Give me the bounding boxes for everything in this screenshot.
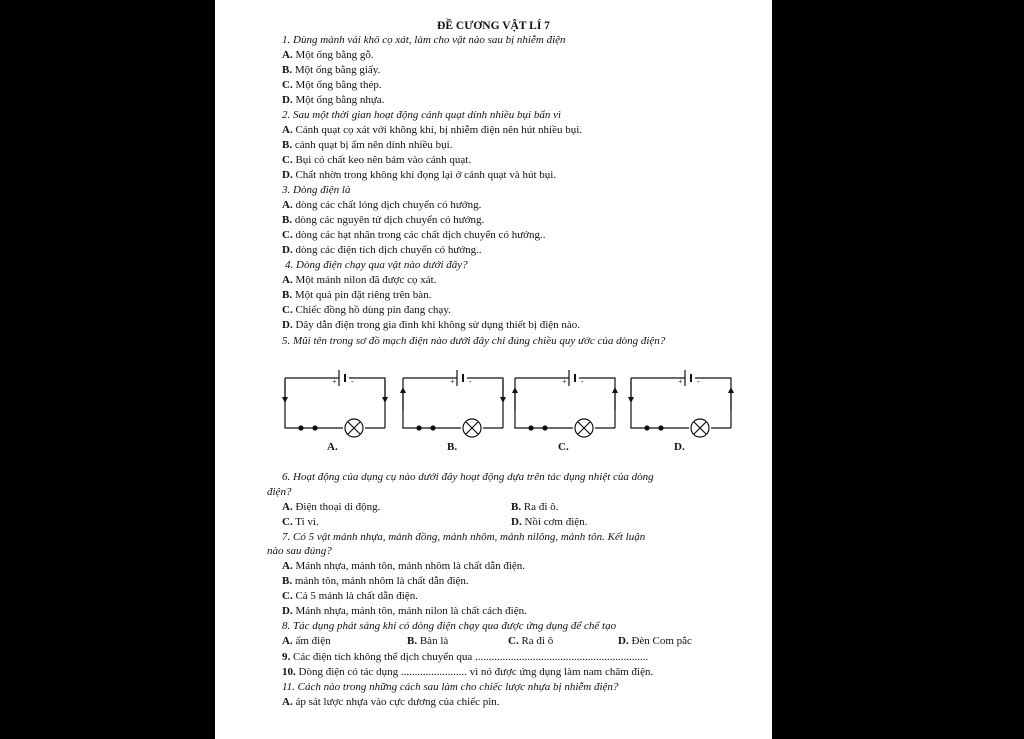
question-4-option-b: B. Một quả pin đặt riêng trên bàn. [282,289,432,301]
circuit-label-a: A. [327,441,338,453]
document-page [215,0,772,739]
question-11-option-a: A. áp sát lược nhựa vào cực dương của chiếc pin. [282,696,500,708]
circuit-diagrams-svg [277,350,747,460]
question-2-stem: 2. Sau một thời gian hoạt động cánh quạt dính nhiều bụi bẩn vì [282,109,562,121]
question-2-option-b: B. cánh quạt bị ẩm nên dính nhiều bụi. [282,139,453,151]
question-2-option-d: D. Chất nhờn trong không khí đọng lại ở cánh quạt và hút bụi. [282,169,557,181]
question-8-option-c: C. Ra đi ô [508,635,554,647]
question-4-stem: 4. Dòng điện chạy qua vật nào dưới đây? [285,259,468,271]
question-3-option-d: D. dòng các điện tích dịch chuyển có hướng.. [282,244,482,256]
switch-contact [543,426,547,430]
switch-contact [659,426,663,430]
question-7-option-d: D. Mảnh nhựa, mảnh tôn, mảnh nilon là chất cách điện. [282,605,527,617]
question-7-option-b: B. mảnh tôn, mảnh nhôm là chất dẫn điện. [282,575,469,587]
question-1-option-b: B. Một ống bằng giấy. [282,64,381,76]
question-7-option-c: C. Cả 5 mảnh là chất dẫn điện. [282,590,418,602]
document-title: ĐỀ CƯƠNG VẬT LÍ 7 [437,20,550,32]
switch-contact [645,426,649,430]
question-6-stem: 6. Hoạt động của dụng cụ nào dưới đây hoạt động dựa trên tác dụng nhiệt của dòng [282,471,654,483]
question-11-stem: 11. Cách nào trong những cách sau làm cho chiếc lược nhựa bị nhiễm điện? [282,681,619,693]
question-1-option-d: D. Một ống bằng nhựa. [282,94,385,106]
question-3-stem: 3. Dòng điện là [282,184,351,196]
question-2-option-c: C. Bụi có chất keo nên bám vào cánh quạt. [282,154,472,166]
minus-sign: - [581,377,584,386]
question-3-option-a: A. dòng các chất lỏng dịch chuyển có hướng. [282,199,482,211]
question-6-option-a: A. Điện thoại di động. [282,501,381,513]
question-1-stem: 1. Dùng mảnh vải khô cọ xát, làm cho vật nào sau bị nhiễm điện [282,34,566,46]
minus-sign: - [351,377,354,386]
question-6-option-d: D. Nồi cơm điện. [511,516,588,528]
question-8-stem: 8. Tác dụng phát sáng khi có dòng điện chạy qua được ứng dụng để chế tạo [282,620,617,632]
question-7-stem: 7. Có 5 vật mảnh nhựa, mảnh đồng, mảnh nhôm, mảnh nilông, mảnh tôn. Kết luận [282,531,646,543]
question-3-option-c: C. dòng các hạt nhân trong các chất dịch chuyển có hướng.. [282,229,546,241]
switch-contact [529,426,533,430]
question-1-option-a: A. Một ống bằng gỗ. [282,49,374,61]
circuit-diagrams [277,350,747,460]
question-8-option-d: D. Đèn Com pắc [618,635,692,647]
question-5-stem: 5. Mũi tên trong sơ đồ mạch điện nào dưới đây chỉ đúng chiều quy ước của dòng điện? [282,335,666,347]
plus-sign: + [450,377,455,386]
plus-sign: + [332,377,337,386]
question-9-text: 9. Các điện tích không thể dịch chuyển qua ............................................................... [282,651,649,663]
circuit-label-c: C. [558,441,569,453]
question-6-stem-cont: điện? [267,486,292,498]
question-2-option-a: A. Cánh quạt cọ xát với không khí, bị nhiễm điện nên hút nhiều bụi. [282,124,583,136]
switch-contact [299,426,303,430]
question-6-option-c: C. Ti vi. [282,516,319,528]
question-4-option-a: A. Một mảnh nilon đã được cọ xát. [282,274,437,286]
question-1-option-c: C. Một ống bằng thép. [282,79,382,91]
circuit-label-d: D. [674,441,685,453]
plus-sign: + [562,377,567,386]
minus-sign: - [697,377,700,386]
switch-contact [431,426,435,430]
question-4-option-d: D. Dây dẫn điện trong gia đình khi không sử dụng thiết bị điện nào. [282,319,581,331]
question-8-option-b: B. Bàn là [407,635,449,647]
plus-sign: + [678,377,683,386]
switch-contact [313,426,317,430]
circuit-label-b: B. [447,441,458,453]
question-7-stem-cont: nào sau đúng? [267,545,332,557]
question-8-option-a: A. ấm điện [282,635,331,647]
minus-sign: - [469,377,472,386]
question-10-text: 10. Dòng điện có tác dụng ........................ vì nó được ứng dụng làm nam châm điện. [282,666,654,678]
switch-contact [417,426,421,430]
question-6-option-b: B. Ra đi ô. [511,501,559,513]
question-4-option-c: C. Chiếc đồng hồ dùng pin đang chạy. [282,304,451,316]
question-3-option-b: B. dòng các nguyên tử dịch chuyển có hướng. [282,214,485,226]
question-7-option-a: A. Mảnh nhựa, mảnh tôn, mảnh nhôm là chất dẫn điện. [282,560,526,572]
